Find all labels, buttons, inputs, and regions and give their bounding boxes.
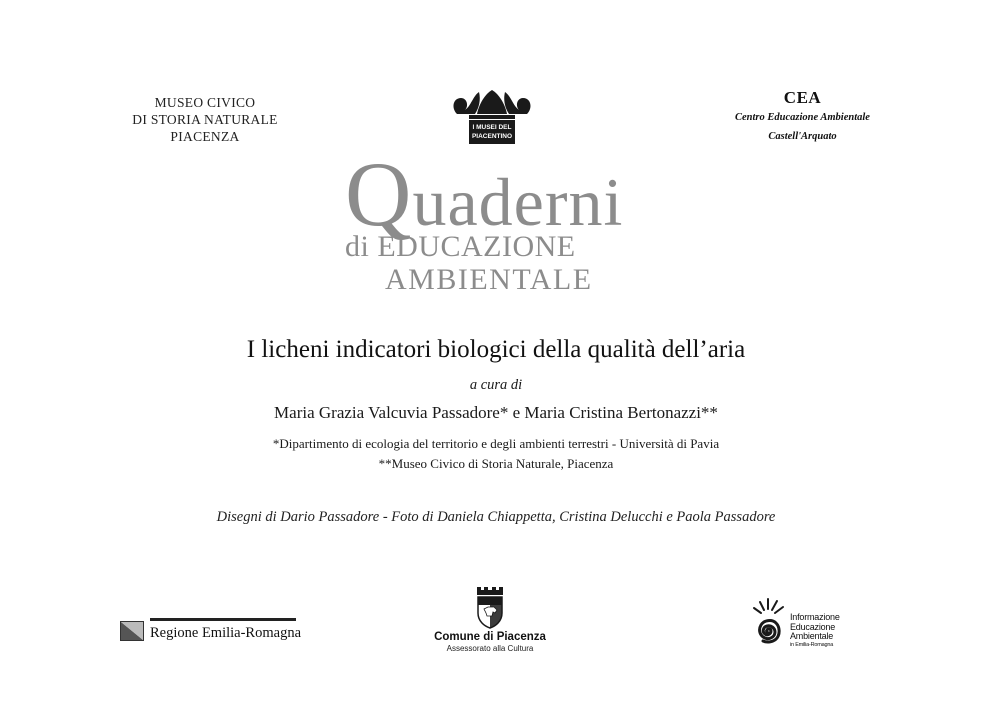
cea-line-2: Castell'Arquato (768, 131, 837, 142)
coat-of-arms-icon (475, 585, 505, 629)
museo-line-2: DI STORIA NATURALE (132, 112, 278, 127)
iea-line-1: Informazione (790, 612, 840, 622)
iea-logo (748, 595, 868, 655)
musei-logo-text-1: I MUSEI DEL (472, 124, 512, 131)
authors: Maria Grazia Valcuvia Passadore* e Maria Cristina Bertonazzi** (274, 403, 718, 422)
iea-line-2: Educazione (790, 621, 836, 632)
book-title: I licheni indicatori biologici della qualità dell’aria (246, 336, 746, 363)
masthead-ambientale: AMBIENTALE (385, 263, 593, 296)
a-cura-di: a cura di (469, 377, 523, 393)
masthead-q: Q (345, 143, 413, 245)
affiliation-1: *Dipartimento di ecologia del territorio e degli ambienti terrestri - Università di Pavia (272, 436, 720, 451)
comune-subtitle: Assessorato alla Cultura (446, 644, 534, 653)
iea-small-line: in Emilia-Romagna (790, 641, 834, 648)
cea-line-1: Centro Educazione Ambientale (735, 112, 870, 123)
musei-piacentino-logo (447, 84, 537, 146)
museo-line-1: MUSEO CIVICO (154, 95, 256, 110)
museo-line-3: PIACENZA (170, 129, 240, 144)
cea-title: CEA (783, 88, 822, 107)
comune-logo (415, 585, 565, 654)
comune-name: Comune di Piacenza (434, 631, 546, 643)
masthead-di-educazione: di EDUCAZIONE (345, 230, 576, 263)
spiral-sun-icon (748, 595, 790, 653)
regione-bar (150, 618, 296, 621)
masthead-quaderni (345, 143, 624, 245)
museo-civico-label (110, 94, 300, 145)
credits: Disegni di Dario Passadore - Foto di Daniela Chiappetta, Cristina Delucchi e Paola Passadore (216, 509, 776, 525)
regione-logo (120, 618, 300, 646)
iea-line-3: Ambientale (790, 631, 834, 641)
regione-name: Regione Emilia-Romagna (150, 625, 302, 641)
musei-logo-text-2: PIACENTINO (471, 133, 513, 140)
affiliation-2: **Museo Civico di Storia Naturale, Piacenza (378, 456, 614, 471)
cea-block (705, 88, 900, 146)
masthead-uaderni: uaderni (412, 164, 624, 240)
iea-text-block (790, 613, 840, 649)
musei-logo-emblem (447, 84, 537, 146)
regione-flag-icon (120, 621, 144, 641)
